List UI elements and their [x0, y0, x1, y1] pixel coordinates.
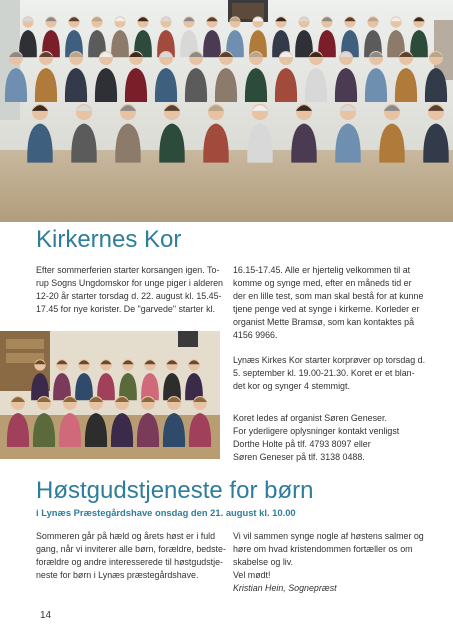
text-line: det kor og synger 4 stemmigt.	[233, 381, 350, 392]
paragraph-gap	[233, 341, 418, 354]
text-line: Sommeren går på hæld og årets høst er i fuld	[36, 531, 216, 541]
text-line: forældre og andre interesserede til høstgudstje-	[36, 556, 223, 567]
text-line: organist Mette Bramsø, som kan kontaktes på	[233, 316, 415, 327]
text-line: neste for børn i Lynæs præstegårdshave.	[36, 569, 199, 580]
section-subtitle: i Lynæs Præstegårdshave onsdag den 21. august kl. 10.00	[36, 507, 296, 518]
text-line: 12-20 år starter torsdag d. 22. august kl. 15.45-	[36, 290, 222, 301]
kor-text-column-2	[233, 264, 426, 393]
text-line: 4156 9966.	[233, 329, 278, 340]
text-line: Søren Geneser på tlf. 3138 0488.	[233, 451, 365, 462]
text-line: Vel mødt!	[233, 569, 271, 580]
kor-contact-text	[233, 412, 418, 464]
text-line: 16.15-17.45. Alle er hjertelig velkommen til at	[233, 265, 411, 275]
text-line: rup Sogns Ungdomskor for unge piger i alderen	[36, 277, 223, 288]
text-line: Vi vil sammen synge nogle af høstens salmer og	[233, 531, 424, 541]
text-line: skabelse og liv.	[233, 556, 294, 567]
text-line: 17.45 for nye korister. De "garvede" starter kl.	[36, 303, 215, 314]
text-line: Lynæs Kirkes Kor starter korprøver op torsdag d.	[233, 355, 426, 366]
text-line: For yderligere oplysninger kontakt venligst	[233, 425, 400, 436]
host-text-column-1	[36, 530, 226, 582]
text-line: høre om hvad kristendommen fortæller os om	[233, 543, 413, 554]
section-title-hostgudstjeneste: Høstgudstjeneste for børn	[36, 477, 314, 504]
section-title-kirkernes-kor: Kirkernes Kor	[36, 226, 182, 253]
text-line: gang, når vi inviterer alle børn, forældre, bedste-	[36, 543, 226, 554]
kor-text-column-1	[36, 264, 221, 316]
text-line: Dorthe Holte på tlf. 4793 8097 eller	[233, 438, 371, 449]
youth-choir-photo	[0, 331, 220, 459]
text-line: Koret ledes af organist Søren Geneser.	[233, 413, 387, 423]
signature: Kristian Hein, Sognepræst	[233, 582, 337, 593]
text-line: tjene penge ved at synge i kirkerne. Korleder er	[233, 303, 420, 314]
text-line: komme og synge med, efter en måneds tid er	[233, 277, 412, 288]
text-line: Efter sommerferien starter korsangen igen. To-	[36, 265, 220, 275]
page-number: 14	[40, 610, 52, 621]
choir-group-photo	[0, 0, 453, 222]
text-line: der en lille test, som man skal bestå for at kunne	[233, 290, 424, 301]
text-line: 5. september kl. 19.00-21.30. Koret er et blan-	[233, 368, 415, 379]
host-text-column-2	[233, 530, 424, 595]
